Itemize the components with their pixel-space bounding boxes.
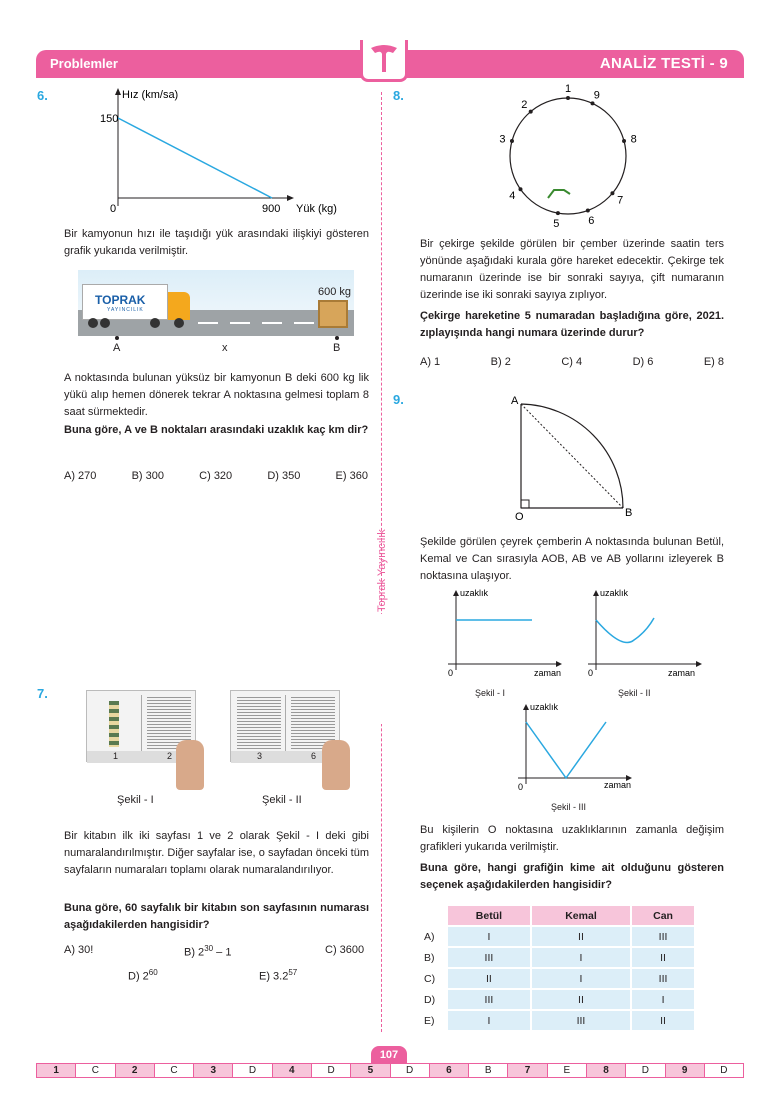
distance-label: x	[222, 342, 228, 354]
q7-option-c[interactable]: C) 3600	[325, 944, 365, 956]
section-title: Problemler	[50, 56, 118, 71]
circle-label-9: 9	[593, 89, 600, 102]
q6-option-a[interactable]: A) 270	[64, 470, 97, 482]
hand-icon	[176, 740, 204, 790]
svg-text:zaman: zaman	[668, 668, 696, 678]
circle-point-4	[518, 187, 522, 191]
circle-label-2: 2	[521, 98, 528, 111]
answer-key-bar: 1 C 2 C 3 D 4 D 5 D 6 B 7 E 8 D 9 D	[36, 1063, 744, 1078]
q9-caption-3: Şekil - III	[551, 802, 587, 812]
header-can: Can	[632, 906, 694, 925]
crate-label: 600 kg	[318, 286, 352, 298]
q9-caption-1: Şekil - I	[475, 688, 506, 698]
table-row[interactable]: A) I II III	[424, 927, 694, 946]
q9-graph-2	[580, 586, 710, 686]
circle-label-5: 5	[553, 217, 560, 230]
q8-option-c[interactable]: C) 4	[561, 356, 583, 368]
x-axis-arrow-icon	[287, 195, 294, 201]
q8-option-b[interactable]: B) 2	[490, 356, 511, 368]
q8-options	[420, 356, 724, 368]
table-row[interactable]: D) III II I	[424, 990, 694, 1009]
q8-number: 8.	[393, 88, 404, 103]
test-title: ANALİZ TESTİ - 9	[599, 55, 728, 72]
circle-label-4: 4	[509, 190, 516, 203]
y-axis-arrow-icon	[115, 88, 121, 95]
q8-circle-figure	[499, 83, 640, 230]
grasshopper-icon	[548, 190, 570, 198]
q7-text1: Bir kitabın ilk iki sayfası 1 ve 2 olarak Şekil - I deki gibi numaralandırılmıştır. Diğer sayfalar ise, o sayfadan önceki tüm sayfaların numaraları toplamı olarak numaralandırılıyor.	[64, 830, 369, 876]
truck-brand-sub: YAYINCILIK	[107, 307, 144, 313]
x-axis-label: Yük (kg)	[296, 203, 337, 215]
side-label-bg	[371, 614, 393, 724]
circle-point-8	[622, 139, 626, 143]
wheel	[150, 318, 160, 328]
circle-point-5	[556, 211, 560, 215]
q8-text1: Bir çekirge şekilde görülen bir çember üzerinde saatin ters yönünde aşağıdaki kurala göre hareket edecektir. Çekirge tek numaranın üzerinde ise bir sonraki sayıya, çift numaranın üzerinde ise iki sonraki sayıya zıplıyor.	[420, 238, 724, 301]
table-row[interactable]: C) II I III	[424, 969, 694, 988]
chord-ab	[521, 404, 623, 508]
q7-option-a[interactable]: A) 30!	[64, 944, 94, 956]
wheel	[100, 318, 110, 328]
header-kemal: Kemal	[532, 906, 630, 925]
q6-option-e[interactable]: E) 360	[335, 470, 368, 482]
point-a-label: A	[113, 342, 121, 354]
truck-trailer	[82, 284, 168, 320]
page-num-3: 3	[257, 751, 263, 761]
point-b-dot	[335, 336, 339, 340]
q9-graph-1	[440, 586, 570, 686]
logo-icon	[363, 40, 405, 78]
road-mark	[230, 322, 250, 324]
q7-fig1-caption: Şekil - I	[117, 794, 154, 806]
publisher-side-label: Toprak Yayıncılık	[376, 529, 388, 612]
q9-text1: Şekilde görülen çeyrek çemberin A noktasında bulunan Betül, Kemal ve Can sırasıyla AOB, AB ve AB yollarını izleyerek B noktasına ulaşıyor.	[420, 536, 724, 582]
circle-point-9	[591, 101, 595, 105]
circle-label-8: 8	[630, 133, 637, 146]
circle-label-3: 3	[499, 133, 506, 146]
q6-option-c[interactable]: C) 320	[199, 470, 233, 482]
q6-option-b[interactable]: B) 300	[131, 470, 164, 482]
svg-text:uzaklık: uzaklık	[600, 588, 629, 598]
page-num-2: 2	[167, 751, 173, 761]
q9-question: Buna göre, hangi grafiğin kime ait olduğunu gösteren seçenek aşağıdakilerden hangisidir?	[420, 862, 724, 891]
circle-path	[510, 98, 626, 214]
point-a: A	[511, 395, 519, 407]
q7-option-e[interactable]: E) $3.2^{57}$	[259, 968, 298, 983]
graph3-line	[526, 722, 606, 778]
q7-question: Buna göre, 60 sayfalık bir kitabın son sayfasının numarası aşağıdakilerden hangisidir?	[64, 902, 369, 931]
q9-answer-table	[422, 904, 696, 1032]
q7-option-b[interactable]: B) $2^{30} - 1$	[184, 944, 232, 959]
q7-option-d[interactable]: D) $2^{60}$	[128, 968, 158, 983]
q6-text2: A noktasında bulunan yüksüz bir kamyonun B deki 600 kg lik yükü alıp hemen dönerek tekrar A noktasına gelmesi toplam 8 saat sürmektedir.	[64, 372, 369, 418]
q9-number: 9.	[393, 392, 404, 407]
svg-text:0: 0	[588, 668, 594, 678]
q6-number: 6.	[37, 88, 48, 103]
circle-point-3	[510, 139, 514, 143]
point-b: B	[625, 507, 633, 519]
truck-cab	[168, 292, 190, 320]
point-a-dot	[115, 336, 119, 340]
road-mark	[198, 322, 218, 324]
q6-options	[64, 470, 368, 482]
road-mark	[262, 322, 282, 324]
point-o: O	[515, 511, 524, 523]
q6-text1: Bir kamyonun hızı ile taşıdığı yük arasındaki ilişkiyi gösteren grafik yukarıda verilmiştir.	[64, 228, 369, 257]
x-tick-900: 900	[262, 203, 281, 215]
graph2-curve	[596, 618, 654, 643]
page-num-1: 1	[113, 751, 119, 761]
header-betul: Betül	[448, 906, 530, 925]
q7-fig2-caption: Şekil - II	[262, 794, 302, 806]
circle-label-6: 6	[588, 214, 595, 227]
graph-origin: 0	[110, 203, 117, 215]
crate	[318, 300, 348, 328]
speed-line	[118, 118, 272, 198]
publisher-logo	[360, 40, 408, 82]
header-right-bar	[404, 50, 744, 78]
page-number: 107	[371, 1046, 407, 1064]
hand-icon	[322, 740, 350, 790]
circle-point-6	[586, 209, 590, 213]
svg-text:zaman: zaman	[534, 668, 562, 678]
circle-point-1	[566, 96, 570, 100]
q8-option-a[interactable]: A) 1	[420, 356, 441, 368]
table-row[interactable]: B) III I II	[424, 948, 694, 967]
wheel	[174, 318, 184, 328]
svg-text:0: 0	[448, 668, 454, 678]
point-b-label: B	[333, 342, 341, 354]
circle-point-2	[529, 110, 533, 114]
wheel	[88, 318, 98, 328]
circle-label-1: 1	[565, 83, 572, 95]
decorative-figure	[109, 701, 119, 747]
circle-point-7	[610, 191, 614, 195]
table-row[interactable]: E) I III II	[424, 1011, 694, 1030]
q6-question: Buna göre, A ve B noktaları arasındaki uzaklık kaç km dir?	[64, 424, 369, 436]
q6-truck-scene	[78, 270, 354, 336]
truck-brand: TOPRAK	[95, 293, 146, 307]
q8-option-d[interactable]: D) 6	[632, 356, 654, 368]
svg-text:uzaklık: uzaklık	[530, 702, 559, 712]
svg-text:zaman: zaman	[604, 780, 632, 790]
q7-number: 7.	[37, 686, 48, 701]
q6-option-d[interactable]: D) 350	[267, 470, 301, 482]
q9-quarter-circle	[505, 392, 635, 524]
y-tick-150: 150	[100, 113, 119, 125]
page-num-6: 6	[311, 751, 317, 761]
y-axis-label: Hız (km/sa)	[122, 89, 179, 101]
q9-graph-3	[510, 700, 640, 800]
svg-text:uzaklık: uzaklık	[460, 588, 489, 598]
q6-speed-load-graph	[100, 86, 350, 216]
page-text-lines	[237, 697, 281, 751]
right-angle-mark	[521, 500, 529, 508]
q8-option-e[interactable]: E) 8	[703, 356, 724, 368]
header-left-bar	[36, 50, 364, 78]
q9-caption-2: Şekil - II	[618, 688, 651, 698]
circle-label-7: 7	[617, 194, 624, 207]
road-mark	[294, 322, 314, 324]
svg-text:0: 0	[518, 782, 524, 792]
q8-question: Çekirge hareketine 5 numaradan başladığına göre, 2021. zıplayışında hangi numara üzerinde durur?	[420, 310, 724, 339]
q9-text2: Bu kişilerin O noktasına uzaklıklarının zamanla değişim grafikleri yukarıda verilmiştir.	[420, 824, 724, 853]
